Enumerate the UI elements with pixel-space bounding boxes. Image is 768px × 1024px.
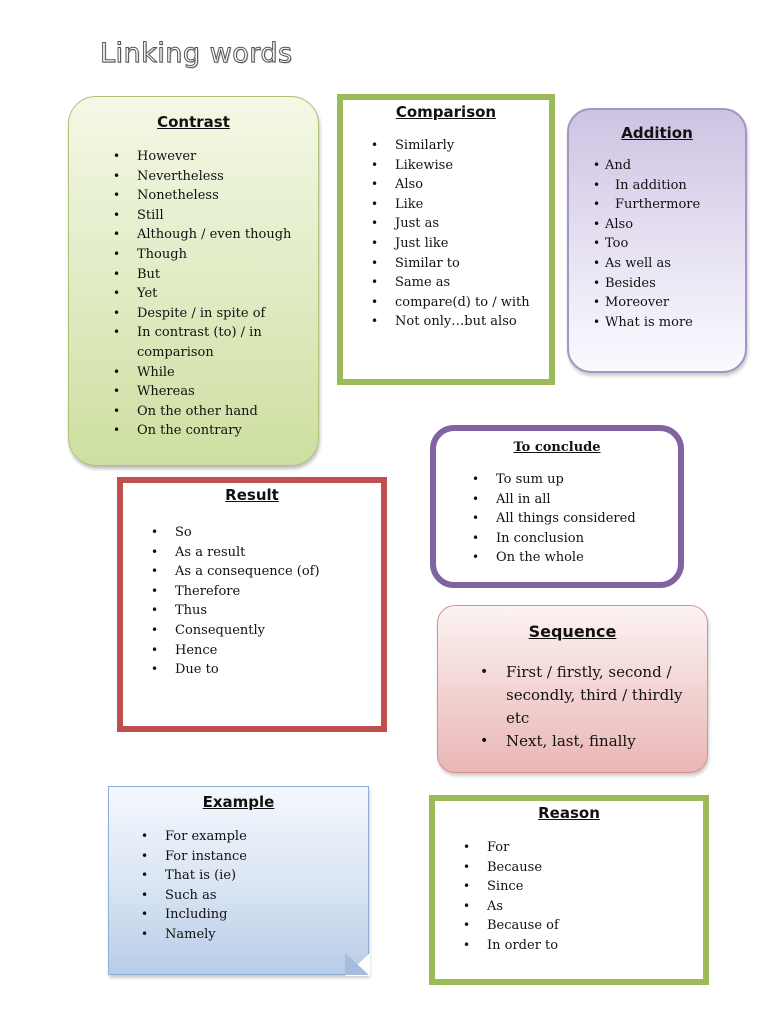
list-item: • All things considered — [496, 509, 678, 529]
reason-card — [429, 795, 709, 985]
list-item: • As a result — [175, 543, 381, 563]
list-item: • For example — [165, 827, 368, 847]
list-item: • Similar to — [395, 254, 549, 274]
to-conclude-list — [496, 470, 678, 568]
list-item: • On the whole — [496, 548, 678, 568]
list-item: • Consequently — [175, 621, 381, 641]
list-item: • Since — [487, 877, 703, 897]
list-item: • Though — [137, 245, 317, 265]
list-item: • Whereas — [137, 382, 317, 402]
list-item: • Just like — [395, 234, 549, 254]
list-item: • So — [175, 523, 381, 543]
list-item: • In addition — [605, 176, 745, 196]
list-item: • Including — [165, 905, 368, 925]
sequence-list — [506, 661, 696, 753]
list-item: • Thus — [175, 601, 381, 621]
contrast-card — [68, 96, 319, 466]
list-item: • Therefore — [175, 582, 381, 602]
list-item: • Yet — [137, 284, 317, 304]
comparison-card — [337, 94, 555, 385]
to-conclude-heading: To conclude — [513, 440, 601, 455]
list-item: • However — [137, 147, 317, 167]
page-title: Linking words — [100, 38, 293, 69]
list-item: • And — [605, 156, 745, 176]
list-item: • All in all — [496, 490, 678, 510]
list-item: • To sum up — [496, 470, 678, 490]
list-item: • Hence — [175, 641, 381, 661]
list-item: • Such as — [165, 886, 368, 906]
list-item: • First / firstly, second / secondly, third / thirdly etc — [506, 661, 696, 730]
list-item: • Too — [605, 234, 745, 254]
list-item: • Not only…but also — [395, 312, 549, 332]
list-item: • On the contrary — [137, 421, 317, 441]
list-item: • Also — [605, 215, 745, 235]
page-curl-icon — [345, 953, 369, 975]
list-item: • Nonetheless — [137, 186, 317, 206]
list-item: • Despite / in spite of — [137, 304, 317, 324]
list-item: • Same as — [395, 273, 549, 293]
comparison-list — [395, 136, 549, 332]
list-item: • On the other hand — [137, 402, 317, 422]
result-list — [175, 523, 381, 680]
list-item: • Just as — [395, 214, 549, 234]
list-item: • In contrast (to) / in comparison — [137, 323, 317, 362]
list-item: • Besides — [605, 274, 745, 294]
example-heading: Example — [202, 793, 275, 811]
example-card — [108, 786, 369, 975]
list-item: • Although / even though — [137, 225, 317, 245]
list-item: • As — [487, 897, 703, 917]
addition-heading: Addition — [621, 124, 693, 142]
contrast-heading: Contrast — [157, 113, 230, 131]
list-item: • For instance — [165, 847, 368, 867]
list-item: • In conclusion — [496, 529, 678, 549]
list-item: • As a consequence (of) — [175, 562, 381, 582]
addition-card — [567, 108, 747, 373]
list-item: • While — [137, 363, 317, 383]
list-item: • Also — [395, 175, 549, 195]
comparison-heading: Comparison — [395, 103, 497, 121]
list-item: • Nevertheless — [137, 167, 317, 187]
list-item: • What is more — [605, 313, 745, 333]
reason-list — [487, 838, 703, 956]
list-item: • For — [487, 838, 703, 858]
list-item: • Moreover — [605, 293, 745, 313]
result-card — [117, 477, 387, 732]
result-heading: Result — [225, 486, 279, 504]
list-item: • Namely — [165, 925, 368, 945]
reason-heading: Reason — [538, 804, 600, 822]
example-list — [165, 827, 368, 945]
list-item: • Due to — [175, 660, 381, 680]
list-item: • Like — [395, 195, 549, 215]
addition-list — [605, 156, 745, 332]
list-item: • Still — [137, 206, 317, 226]
list-item: • Because of — [487, 916, 703, 936]
list-item: • As well as — [605, 254, 745, 274]
list-item: • But — [137, 265, 317, 285]
list-item: • Likewise — [395, 156, 549, 176]
sequence-heading: Sequence — [528, 622, 617, 641]
sequence-card — [437, 605, 708, 773]
list-item: • Similarly — [395, 136, 549, 156]
contrast-list — [137, 147, 317, 441]
list-item: • In order to — [487, 936, 703, 956]
list-item: • Because — [487, 858, 703, 878]
list-item: • That is (ie) — [165, 866, 368, 886]
list-item: • Next, last, finally — [506, 730, 696, 753]
to-conclude-card — [430, 425, 684, 588]
list-item: • compare(d) to / with — [395, 293, 549, 313]
list-item: • Furthermore — [605, 195, 745, 215]
